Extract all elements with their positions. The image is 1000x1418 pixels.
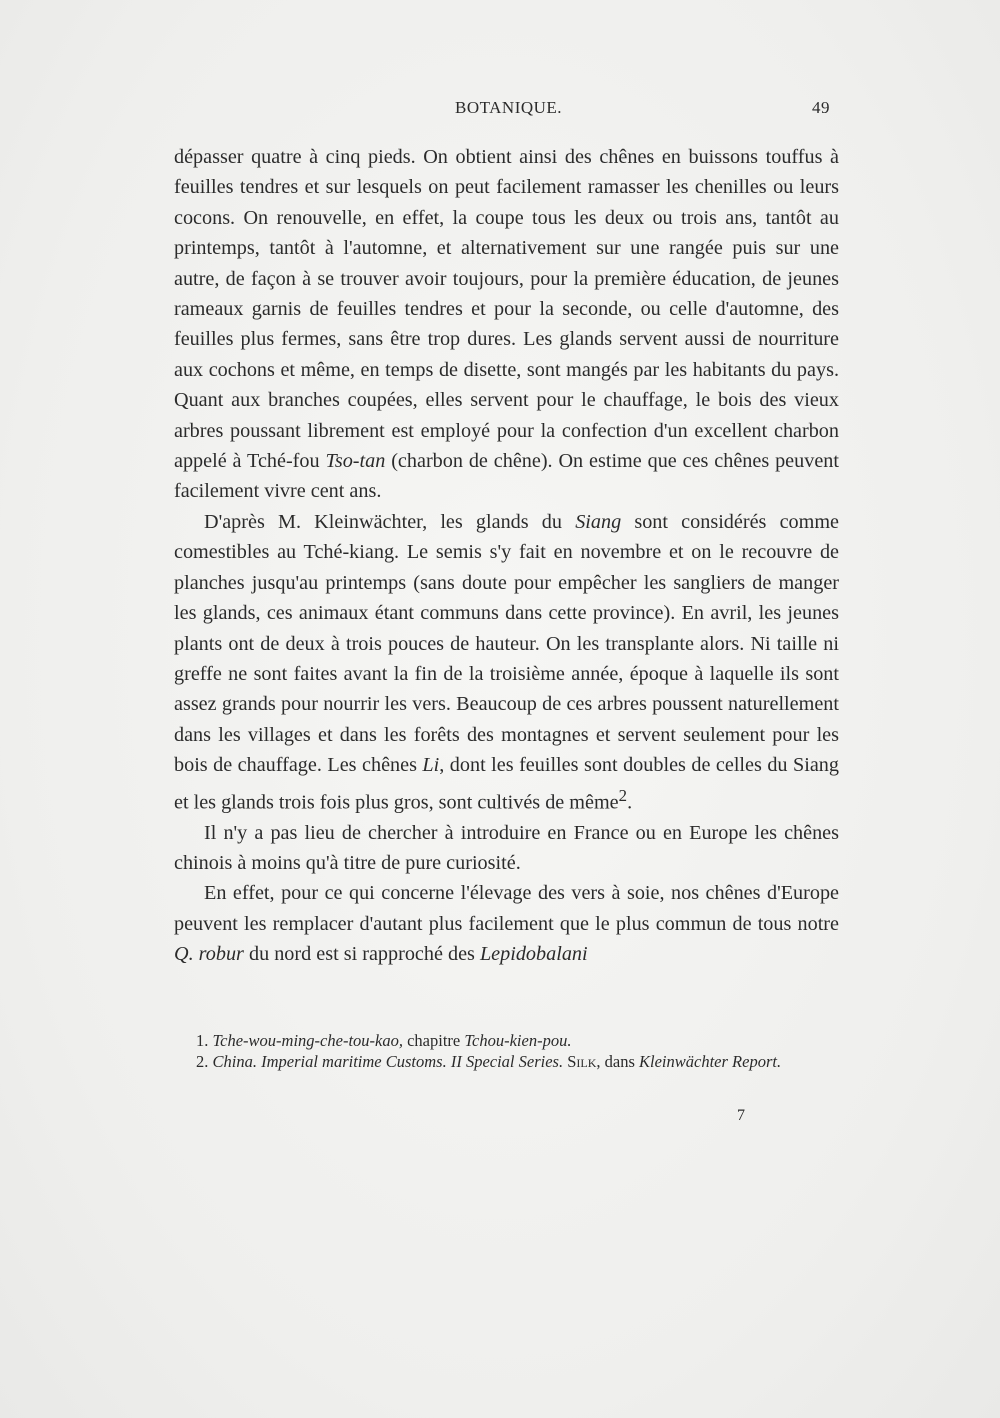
text-run: Il n'y a pas lieu de chercher à introduire en France ou en Europe les chênes chinois à moins qu'à titre de pure curiosité. (174, 821, 839, 875)
italic-term: Siang (575, 510, 622, 533)
italic-term: Tchou-kien-pou. (464, 1031, 572, 1050)
text-run: sont considérés comme comestibles au Tché-kiang. Le semis s'y fait en novembre et on le recouvre de planches jusqu'au printemps (sans doute pour empêcher les sangliers de manger les glands, ces animaux étant communs dans cette province). En avril, les jeunes plants ont de deux à trois pouces de hauteur. On les transplante alors. Ni taille ni greffe ne sont faites avant la fin de la troisième année, époque à laquelle ils sont assez grands pour nourrir les vers. Beaucoup de ces arbres poussent naturellement dans les villages et dans les forêts des montagnes et servent seulement pour les bois de chauffage. Les chênes (174, 510, 839, 777)
text-run: , dont les feuilles sont doubles de celles du Siang et les glands trois fois plus gros, sont cultivés de même (174, 754, 839, 814)
italic-term: Lepidobalani (479, 943, 588, 966)
footnotes (174, 1030, 832, 1072)
footnote-2 (174, 1051, 832, 1072)
italic-term: Kleinwächter Report. (639, 1052, 782, 1071)
paragraph-4 (174, 878, 839, 969)
small-caps-term: Silk, (563, 1052, 601, 1071)
paragraph-3 (174, 818, 839, 879)
footnote-number: 2. (196, 1052, 213, 1071)
footnote-1 (174, 1030, 832, 1051)
text-run: En effet, pour ce qui concerne l'élevage des vers à soie, nos chênes d'Europe peuvent les remplacer d'autant plus facilement que le plus commun de tous notre (174, 882, 839, 935)
text-run: du nord est si rapproché des (243, 943, 480, 966)
paragraph-1 (174, 142, 839, 507)
signature-mark: 7 (737, 1107, 745, 1124)
text-run: (charbon de chêne). On estime que ces chênes peuvent facilement vivre cent ans. (174, 450, 839, 503)
paragraph-2 (174, 507, 839, 818)
italic-term: Q. robur (174, 943, 244, 966)
page-number: 49 (812, 98, 830, 117)
text-run: D'après M. Kleinwächter, les glands du (204, 510, 576, 533)
italic-term: Tche-wou-ming-che-tou-kao, (212, 1031, 403, 1050)
text-run: chapitre (402, 1031, 465, 1050)
text-run: dans (600, 1052, 640, 1071)
text-run: . (627, 791, 633, 814)
running-title: BOTANIQUE. (455, 98, 563, 117)
italic-term: Tso-tan (325, 450, 386, 473)
italic-term: China. Imperial maritime Customs. II Special Series. (212, 1052, 564, 1071)
text-run: dépasser quatre à cinq pieds. On obtient ainsi des chênes en buissons touffus à feuilles tendres et sur lesquels on peut facilement ramasser les chenilles ou leurs cocons. On renouvelle, en effet, la coupe tous les deux ou trois ans, tantôt au printemps, tantôt à l'automne, et alternativement sur une rangée puis sur une autre, de façon à se trouver avoir toujours, pour la première éducation, de jeunes rameaux garnis de feuilles tendres et pour la seconde, ou celle d'automne, des feuilles plus fermes, sans être trop dures. Les glands servent aussi de nourriture aux cochons et même, en temps de disette, sont mangés par les habitants du pays. Quant aux branches coupées, elles servent pour le chauffage, le bois des vieux arbres poussant librement est employé pour la confection d'un excellent charbon appelé à Tché-fou (174, 146, 839, 473)
footnote-number: 1. (196, 1031, 213, 1050)
italic-term: Li (422, 754, 440, 777)
footnote-ref: 2 (618, 785, 628, 805)
running-head (0, 98, 1000, 122)
body-text (174, 142, 839, 970)
